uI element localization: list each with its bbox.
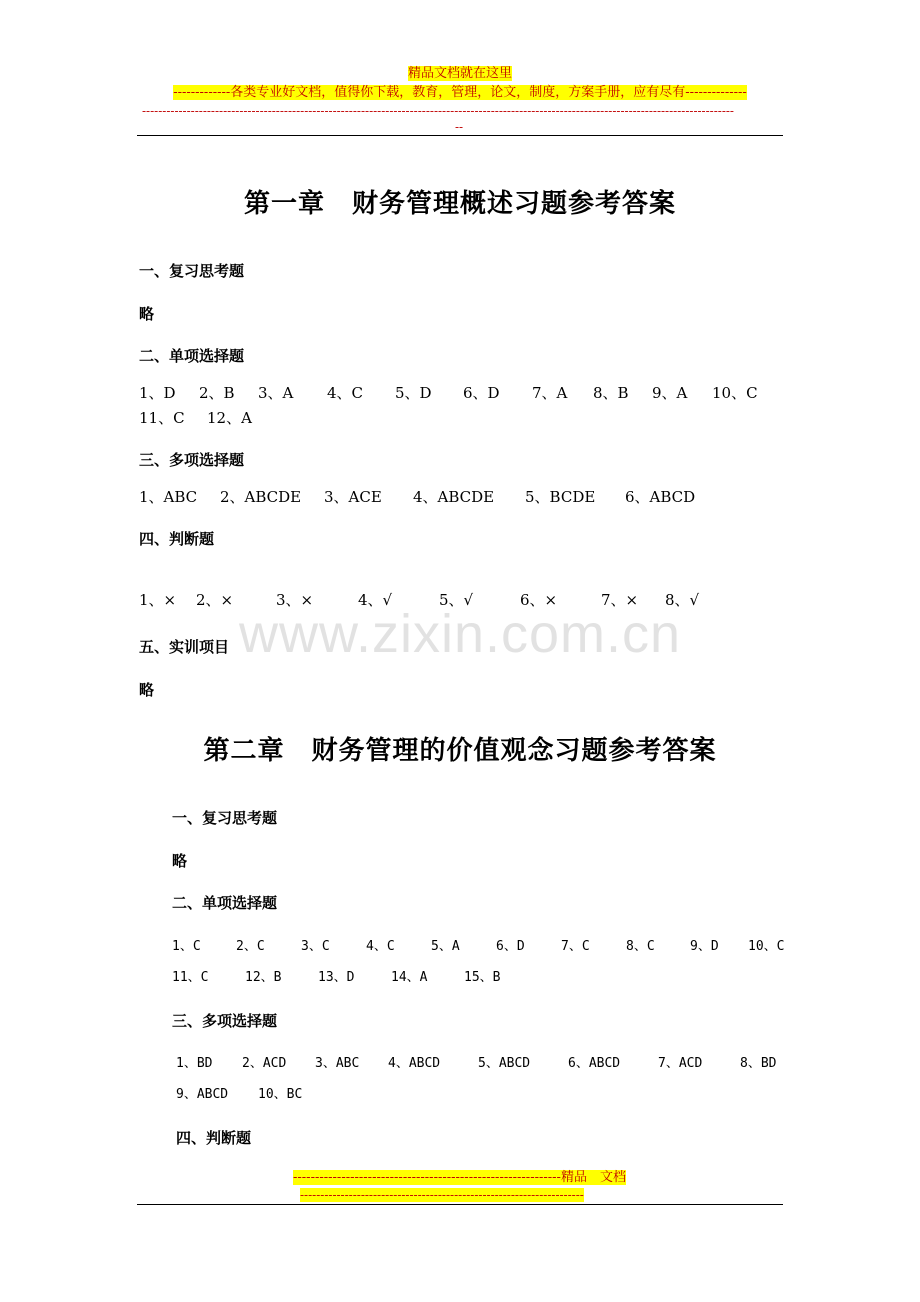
header-dash-line: -------------------------------------------------------------------------------------------------------------------------------------------------- (142, 104, 734, 118)
ch1-section-multi-title: 三、多项选择题 (139, 451, 245, 469)
answer-item: 9、D (690, 939, 719, 954)
answer-item: 2、C (236, 939, 265, 954)
header-rule (137, 135, 783, 136)
answer-item: 1、× (139, 591, 177, 609)
watermark: www.zixin.com.cn (238, 604, 682, 664)
answer-item: 8、B (593, 384, 629, 402)
footer-banner: -------------------------------------------------------------精品 文档 (293, 1170, 626, 1185)
answer-item: 9、ABCD (176, 1087, 229, 1102)
answer-item: 7、× (601, 591, 639, 609)
header-dash-tail: -- (455, 120, 464, 134)
answer-item: 13、D (318, 970, 355, 985)
answer-item: 8、√ (665, 591, 700, 609)
ch2-single-answers-row1 (0, 937, 920, 957)
ch1-section-practice-body: 略 (139, 681, 155, 699)
answer-item: 3、× (276, 591, 314, 609)
answer-item: 7、A (532, 384, 568, 402)
ch2-section-review-title: 一、复习思考题 (172, 809, 278, 827)
answer-item: 12、A (207, 409, 252, 427)
answer-item: 14、A (391, 970, 428, 985)
answer-item: 7、C (561, 939, 590, 954)
ch2-multi-answers-row2 (0, 1085, 920, 1105)
ch2-section-single-title: 二、单项选择题 (172, 894, 278, 912)
ch1-judge-answers-row (0, 590, 920, 610)
answer-item: 3、ABC (315, 1056, 360, 1071)
answer-item: 11、C (139, 409, 185, 427)
footer-rule (137, 1204, 783, 1205)
answer-item: 1、ABC (139, 488, 198, 506)
answer-item: 4、√ (358, 591, 393, 609)
ch2-multi-answers-row1 (0, 1054, 920, 1074)
answer-item: 5、BCDE (525, 488, 596, 506)
answer-item: 1、D (139, 384, 176, 402)
ch1-single-answers-row2 (0, 408, 920, 428)
answer-item: 2、B (199, 384, 235, 402)
answer-item: 3、A (258, 384, 294, 402)
answer-item: 9、A (652, 384, 688, 402)
ch2-section-review-body: 略 (172, 852, 188, 870)
answer-item: 2、ABCDE (220, 488, 302, 506)
answer-item: 1、C (172, 939, 201, 954)
ch2-single-answers-row2 (0, 968, 920, 988)
answer-item: 5、√ (439, 591, 474, 609)
answer-item: 4、C (327, 384, 364, 402)
ch1-section-judge-title: 四、判断题 (139, 530, 215, 548)
ch1-section-review-body: 略 (139, 305, 155, 323)
answer-item: 2、ACD (242, 1056, 287, 1071)
answer-item: 6、D (496, 939, 525, 954)
answer-item: 8、BD (740, 1056, 777, 1071)
answer-item: 10、BC (258, 1087, 303, 1102)
ch1-section-review-title: 一、复习思考题 (139, 262, 245, 280)
answer-item: 7、ACD (658, 1056, 703, 1071)
answer-item: 6、ABCD (625, 488, 696, 506)
answer-item: 2、× (196, 591, 234, 609)
ch1-section-practice-title: 五、实训项目 (139, 638, 230, 656)
answer-item: 3、C (301, 939, 330, 954)
answer-item: 5、ABCD (478, 1056, 531, 1071)
answer-item: 3、ACE (324, 488, 382, 506)
answer-item: 5、D (395, 384, 432, 402)
answer-item: 15、B (464, 970, 501, 985)
answer-item: 4、ABCD (388, 1056, 441, 1071)
answer-item: 5、A (431, 939, 460, 954)
ch2-section-multi-title: 三、多项选择题 (172, 1012, 278, 1030)
answer-item: 6、ABCD (568, 1056, 621, 1071)
answer-item: 4、ABCDE (413, 488, 495, 506)
header-banner-slogan: -------------各类专业好文档，值得你下载，教育，管理，论文，制度，方案手册，应有尽有-------------- (173, 85, 747, 100)
answer-item: 4、C (366, 939, 395, 954)
answer-item: 6、× (520, 591, 558, 609)
ch1-section-single-title: 二、单项选择题 (139, 347, 245, 365)
answer-item: 10、C (748, 939, 785, 954)
answer-item: 12、B (245, 970, 282, 985)
ch1-multi-answers-row (0, 487, 920, 507)
answer-item: 6、D (463, 384, 500, 402)
chapter1-title: 第一章 财务管理概述习题参考答案 (243, 189, 676, 219)
answer-item: 10、C (712, 384, 758, 402)
footer-dash-line: ---------------------------------------------------------------------- (300, 1188, 584, 1202)
chapter2-title: 第二章 财务管理的价值观念习题参考答案 (203, 736, 717, 766)
ch1-single-answers-row1 (0, 383, 920, 403)
answer-item: 8、C (626, 939, 655, 954)
answer-item: 1、BD (176, 1056, 213, 1071)
ch2-section-judge-title: 四、判断题 (176, 1129, 252, 1147)
header-banner-title: 精品文档就在这里 (407, 66, 512, 81)
answer-item: 11、C (172, 970, 209, 985)
